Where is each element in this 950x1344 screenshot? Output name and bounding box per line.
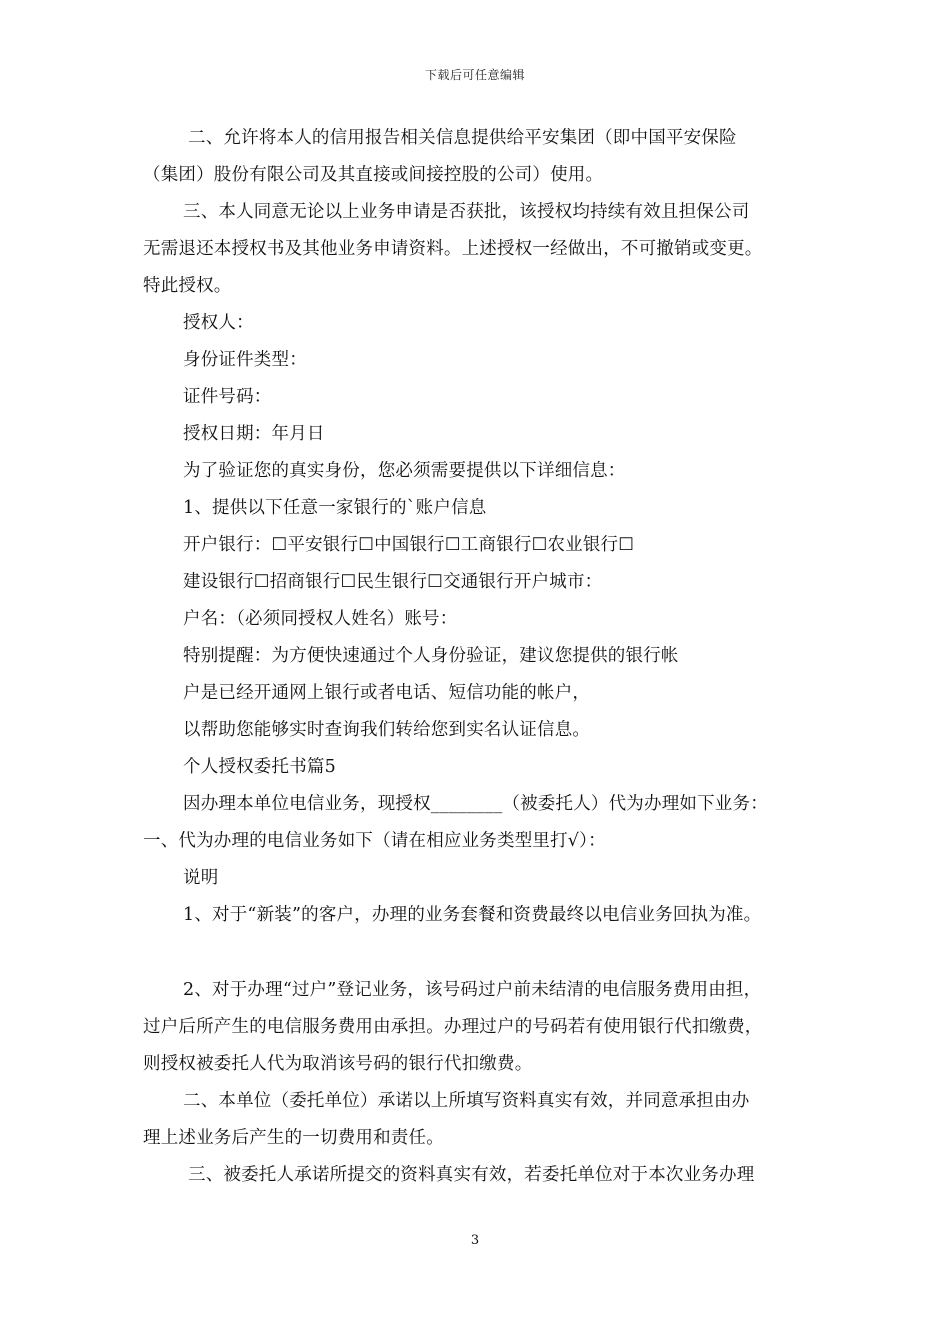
paragraph-line: 以帮助您能够实时查询我们转给您到实名认证信息。 — [183, 720, 591, 740]
paragraph-line: 特别提醒：为方便快速通过个人身份验证，建议您提供的银行帐 — [183, 646, 679, 666]
page-number: 3 — [470, 1233, 480, 1248]
paragraph-line: 1、对于“新装”的客户，办理的业务套餐和资费最终以电信业务回执为准。 — [183, 905, 762, 925]
paragraph-line: （集团）股份有限公司及其直接或间接控股的公司）使用。 — [143, 165, 604, 185]
paragraph-line: 2、对于办理“过户”登记业务，该号码过户前未结清的电信服务费用由担， — [183, 980, 762, 1000]
paragraph-line: 无需退还本授权书及其他业务申请资料。上述授权一经做出，不可撤销或变更。 — [143, 239, 763, 259]
paragraph-line: 特此授权。 — [143, 276, 232, 296]
paragraph-line: 因办理本单位电信业务，现授权________（被委托人）代为办理如下业务： — [183, 794, 768, 814]
paragraph-line: 则授权被委托人代为取消该号码的银行代扣缴费。 — [143, 1054, 533, 1074]
paragraph-line: 三、本人同意无论以上业务申请是否获批，该授权均持续有效且担保公司 — [183, 202, 750, 222]
paragraph-line: 开户银行：☐平安银行☐中国银行☐工商银行☐农业银行☐ — [183, 535, 635, 555]
paragraph-line: 1、提供以下任意一家银行的`账户信息 — [183, 498, 487, 518]
page-header: 下载后可任意编辑 — [424, 68, 525, 82]
paragraph-line: 一、代为办理的电信业务如下（请在相应业务类型里打√）： — [143, 831, 606, 851]
paragraph-line: 授权日期：年月日 — [183, 424, 325, 444]
paragraph-line: 为了验证您的真实身份，您必须需要提供以下详细信息： — [183, 461, 626, 481]
paragraph-line: 过户后所产生的电信服务费用由承担。办理过户的号码若有使用银行代扣缴费， — [143, 1017, 763, 1037]
paragraph-line: 身份证件类型： — [183, 350, 307, 370]
paragraph-line: 三、被委托人承诺所提交的资料真实有效，若委托单位对于本次业务办理 — [188, 1165, 755, 1185]
paragraph-line: 理上述业务后产生的一切费用和责任。 — [143, 1128, 444, 1148]
paragraph-line: 户名：（必须同授权人姓名）账号： — [183, 609, 458, 629]
paragraph-line: 授权人： — [183, 313, 254, 333]
paragraph-line: 说明 — [183, 868, 219, 888]
paragraph-line: 户是已经开通网上银行或者电话、短信功能的帐户， — [183, 683, 591, 703]
paragraph-line: 二、允许将本人的信用报告相关信息提供给平安集团（即中国平安保险 — [188, 128, 737, 148]
paragraph-line: 证件号码： — [183, 387, 272, 407]
paragraph-line: 建设银行☐招商银行☐民生银行☐交通银行开户城市： — [183, 572, 603, 592]
paragraph-line: 二、本单位（委托单位）承诺以上所填写资料真实有效，并同意承担由办 — [183, 1091, 750, 1111]
section-heading: 个人授权委托书篇5 — [183, 757, 336, 777]
